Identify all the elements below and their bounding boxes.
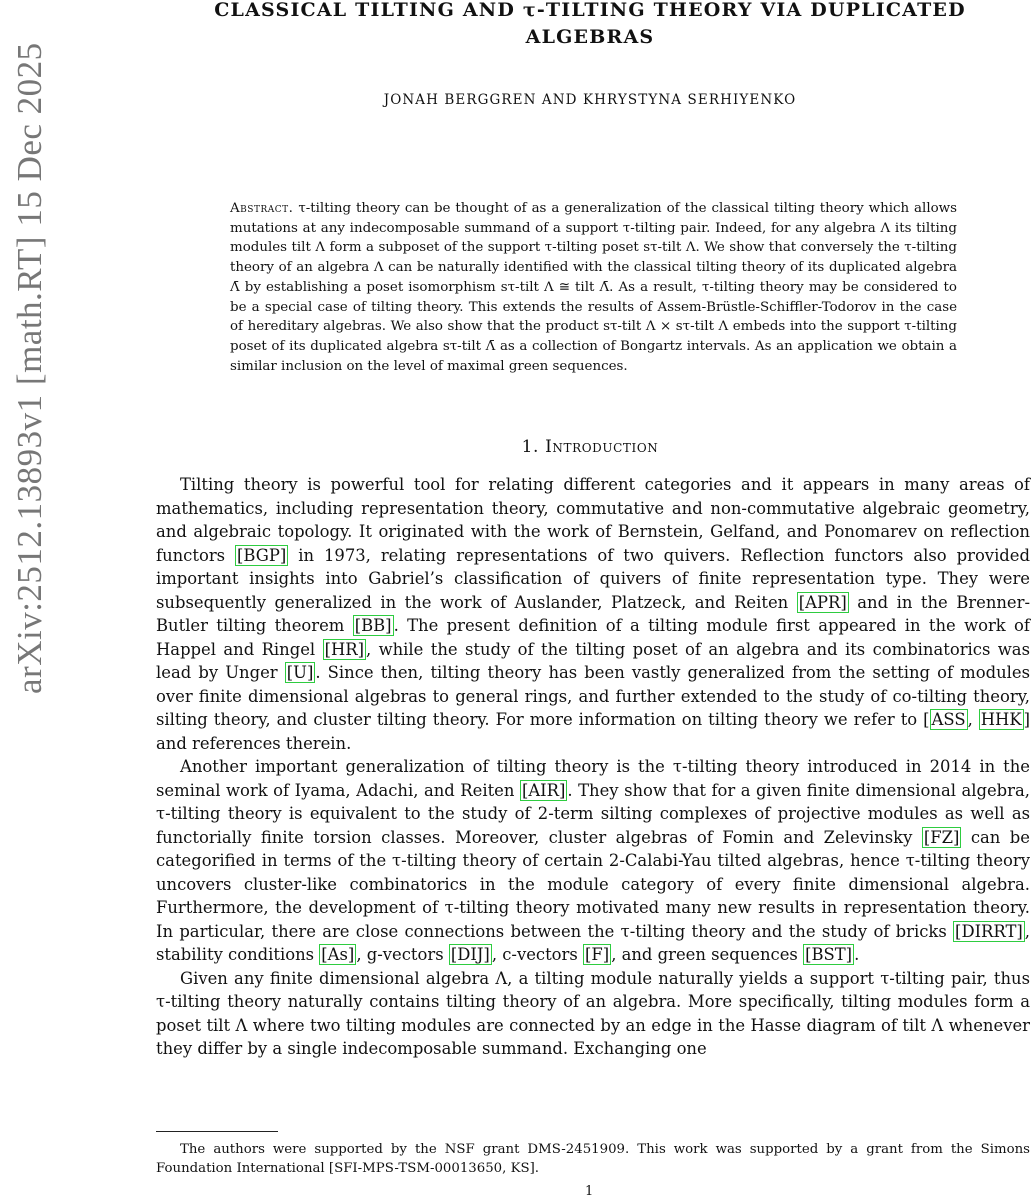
title-line-1: CLASSICAL TILTING AND τ-TILTING THEORY VIA DUPLICATED xyxy=(214,0,966,21)
abstract-label: Abstract. xyxy=(230,201,294,216)
citation-bst[interactable]: [BST] xyxy=(805,945,853,964)
citation-dirrt[interactable]: [DIRRT] xyxy=(955,921,1023,941)
citation-as[interactable]: [As] xyxy=(321,945,355,964)
title-line-2: ALGEBRAS xyxy=(525,26,655,48)
section-heading xyxy=(150,437,1030,457)
citation-hhk[interactable]: HHK xyxy=(980,710,1022,729)
footnote-rule xyxy=(156,1131,278,1132)
citation-u[interactable]: [U] xyxy=(286,663,314,682)
citation-bb[interactable]: [BB] xyxy=(354,616,392,635)
citation-apr[interactable]: [APR] xyxy=(798,592,847,612)
citation-bgp[interactable]: [BGP] xyxy=(237,545,287,565)
page-number: 1 xyxy=(585,1184,594,1199)
authors: JONAH BERGGREN AND KHRYSTYNA SERHIYENKO xyxy=(383,92,797,108)
citation-ass[interactable]: ASS xyxy=(931,710,966,729)
citation-dij[interactable]: [DIJ] xyxy=(450,945,490,964)
footnote: The authors were supported by the NSF grant DMS-2451909. This work was supported by a grant from the Simons Foundation International [SFI-MPS-TSM-00013650, KS]. xyxy=(156,1142,1030,1176)
citation-air[interactable]: [AIR] xyxy=(521,780,566,800)
body-text xyxy=(156,473,1030,1061)
section-number: 1. xyxy=(521,437,540,457)
arxiv-identifier: arXiv:2512.13893v1 [math.RT] 15 Dec 2025 xyxy=(10,42,49,694)
citation-fz[interactable]: [FZ] xyxy=(923,827,960,847)
abstract xyxy=(230,199,957,376)
citation-f[interactable]: [F] xyxy=(585,945,610,964)
paper-title xyxy=(150,0,1030,51)
section-title: Introduction xyxy=(545,437,659,457)
citation-hr[interactable]: [HR] xyxy=(324,639,364,659)
abstract-text: τ-tilting theory can be thought of as a generalization of the classical tilting theory which allows mutations at any indecomposable summand of a support τ-tilting pair. Indeed, for any algebra Λ its tilting modules tilt Λ form a subposet of the support τ-tilting poset sτ-tilt Λ. We show that conversely the τ-tilting theory of an algebra Λ can be naturally identified with the classical tilting theory of its duplicated algebra Λ̄ by establishing a poset isomorphism sτ-tilt Λ ≅ tilt Λ̄. As a result, τ-tilting theory may be considered to be a special case of tilting theory. This extends the results of Assem-Brüstle-Schiffler-Todorov in the case of hereditary algebras. We also show that the product sτ-tilt Λ × sτ-tilt Λ embeds into the support τ-tilting poset of its duplicated algebra sτ-tilt Λ̄ as a collection of Bongartz intervals. As an application we obtain a similar inclusion on the level of maximal green sequences. xyxy=(230,201,957,374)
paragraph-3: Given any finite dimensional algebra Λ, a tilting module naturally yields a support τ-tilting pair, thus τ-tilting theory naturally contains tilting theory of an algebra. More specifically, tilting modules form a poset tilt Λ where two tilting modules are connected by an edge in the Hasse diagram of tilt Λ whenever they differ by a single indecomposable summand. Exchanging one xyxy=(156,968,1030,1058)
paragraph-2: Another important generalization of tilting theory is the τ-tilting theory introduced in 2014 in the seminal work of Iyama, Adachi, and Reiten [AIR] . They show that for a given finite dimensional algebra, τ-tilting theory is equivalent to the study of 2-term silting complexes of projective modules as well as functorially finite torsion classes. Moreover, cluster algebras of Fomin and Zelevinsky [FZ] can be categorified in terms of the τ-tilting theory of certain 2-Calabi-Yau tilted algebras, hence τ-tilting theory uncovers cluster-like combinatorics in the module category of every finite dimensional algebra. Furthermore, the development of τ-tilting theory motivated many new results in representation theory. In particular, there are close connections between the τ-tilting theory and the study of bricks [DIRRT] , stability conditions [As] , g-vectors [DIJ] , c-vectors [F] , and green sequences [BST] . xyxy=(156,757,1030,964)
paragraph-1: Tilting theory is powerful tool for relating different categories and it appears in many areas of mathematics, including representation theory, commutative and non-commutative algebraic geometry, and algebraic topology. It originated with the work of Bernstein, Gelfand, and Ponomarev on reflection functors [BGP] in 1973, relating representations of two quivers. Reflection functors also provided important insights into Gabriel’s classification of quivers of finite representation type. They were subsequently generalized in the work of Auslander, Platzeck, and Reiten [APR] and in the Brenner-Butler tilting theorem [BB] . The present definition of a tilting module first appeared in the work of Happel and Ringel [HR] , while the study of the tilting poset of an algebra and its combinatorics was lead by Unger [U] . Since then, tilting theory has been vastly generalized from the setting of modules over finite dimensional algebras to general rings, and further extended to the study of co-tilting theory, silting theory, and cluster tilting theory. For more information on tilting theory we refer to [ ASS , HHK ] and references therein. xyxy=(156,475,1031,753)
